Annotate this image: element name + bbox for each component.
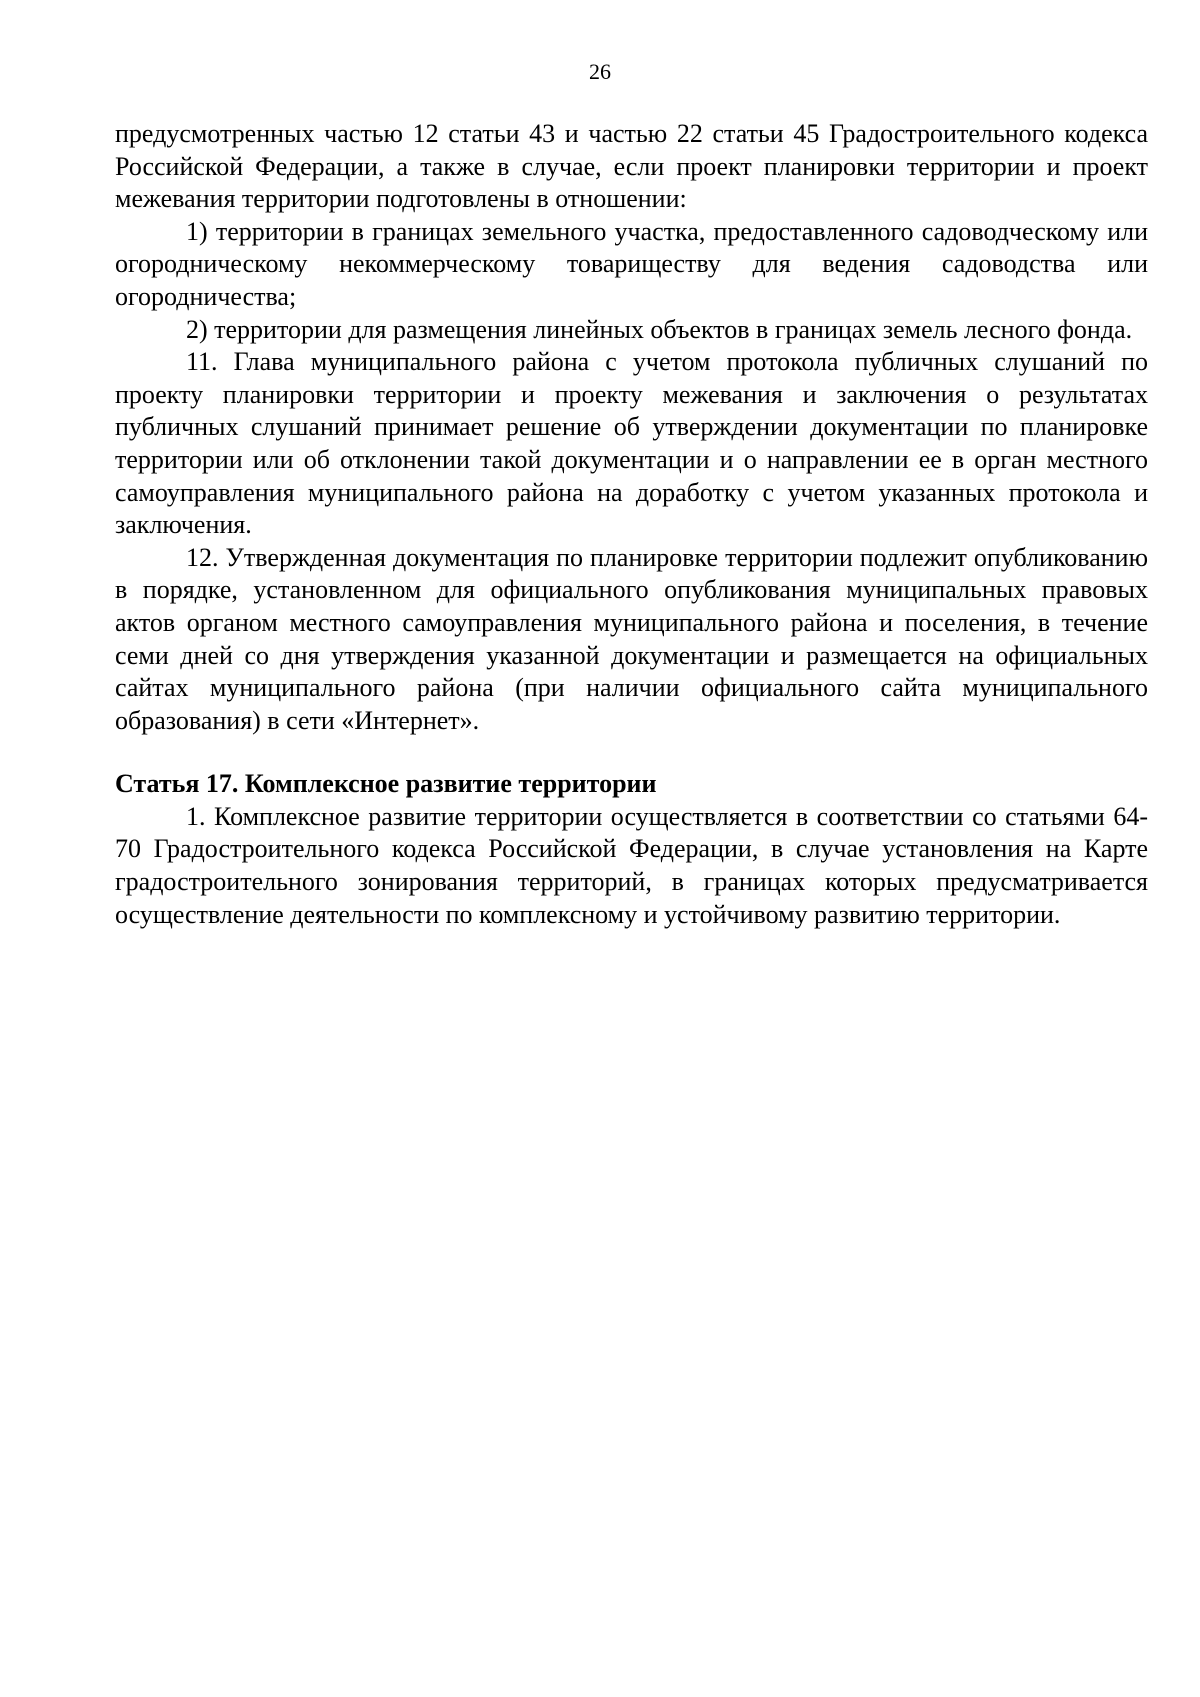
document-body [115, 118, 1148, 931]
paragraph-11: 11. Глава муниципального района с учетом протокола публичных слушаний по проекту планировки территории и проекту межевания и заключения о результатах публичных слушаний принимает решение об утверждении документации по планировке территории или об отклонении такой документации и о направлении ее в орган местного самоуправления муниципального района на доработку с учетом указанных протокола и заключения. [115, 347, 1148, 540]
article-17-paragraph-1: 1. Комплексное развитие территории осуществляется в соответствии со статьями 64-70 Градостроительного кодекса Российской Федерации, в случае установления на Карте градостроительного зонирования территорий, в границах которых предусматривается осуществление деятельности по комплексному и устойчивому развитию территории. [115, 801, 1148, 929]
paragraph-12: 12. Утвержденная документация по планировке территории подлежит опубликованию в порядке, установленном для официального опубликования муниципальных правовых актов органом местного самоуправления муниципального района и поселения, в течение семи дней со дня утверждения указанной документации и размещается на официальных сайтах муниципального района (при наличии официального сайта муниципального образования) в сети «Интернет». [115, 542, 1148, 735]
list-item-2: 2) территории для размещения линейных объектов в границах земель лесного фонда. [186, 314, 1133, 344]
paragraph-continuation: предусмотренных частью 12 статьи 43 и частью 22 статьи 45 Градостроительного кодекса Российской Федерации, а также в случае, если проект планировки территории и проект межевания территории подготовлены в отношении: [115, 119, 1148, 214]
list-item-1: 1) территории в границах земельного участка, предоставленного садоводческому или огородническому некоммерческому товариществу для ведения садоводства или огородничества; [115, 216, 1148, 311]
article-heading: Статья 17. Комплексное развитие территории [115, 769, 657, 799]
page-number: 26 [589, 59, 611, 84]
